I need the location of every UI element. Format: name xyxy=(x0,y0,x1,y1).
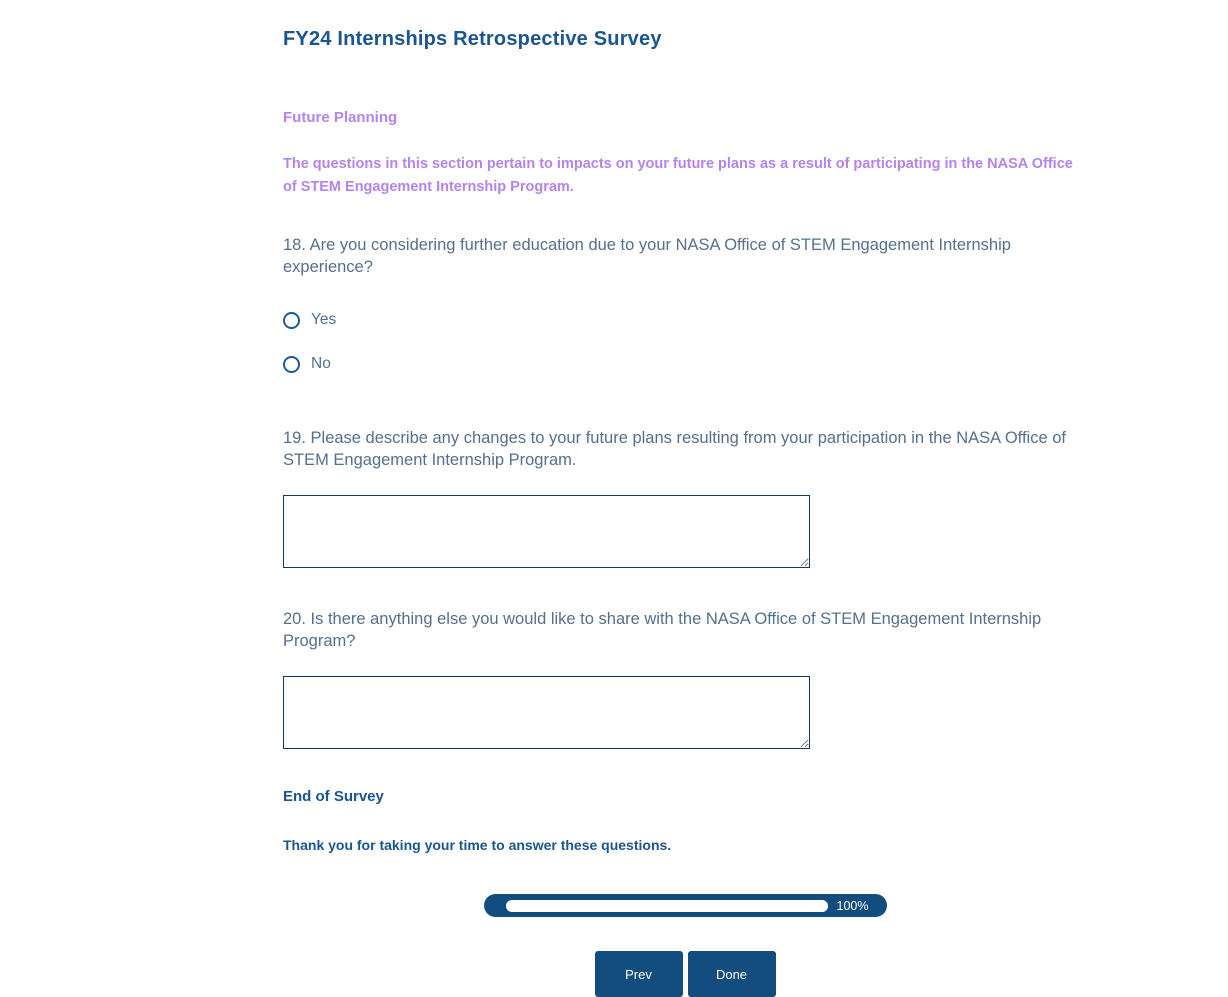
progress-fill xyxy=(506,900,828,912)
question-20-label: 20. Is there anything else you would like to share with the NASA Office of STEM Engagement Internship Program? xyxy=(283,610,1042,650)
radio-option-label: No xyxy=(311,355,331,372)
prev-button[interactable]: Prev xyxy=(595,951,683,997)
radio-button-icon[interactable] xyxy=(283,312,300,329)
thank-you-message: Thank you for taking your time to answer these questions. xyxy=(283,837,672,853)
progress-percent-label: 100% xyxy=(836,898,869,913)
question-18-options xyxy=(283,310,1087,374)
question-20-answer-textarea[interactable] xyxy=(283,676,810,749)
progress-track xyxy=(506,900,828,912)
done-button[interactable]: Done xyxy=(688,951,776,997)
progress-bar xyxy=(484,894,887,917)
section-description: The questions in this section pertain to impacts on your future plans as a result of participating in the NASA Office of STEM Engagement Internship Program. xyxy=(283,156,1073,195)
page-title: FY24 Internships Retrospective Survey xyxy=(283,28,662,50)
radio-option-no[interactable] xyxy=(283,354,331,374)
radio-option-yes[interactable] xyxy=(283,310,336,330)
radio-option-label: Yes xyxy=(311,311,337,328)
section-title: Future Planning xyxy=(283,109,398,126)
survey-navigation xyxy=(283,951,1087,997)
question-18-label: 18. Are you considering further education due to your NASA Office of STEM Engagement Internship experience? xyxy=(283,236,1011,276)
question-19-label: 19. Please describe any changes to your future plans resulting from your participation in the NASA Office of STEM Engagement Internship Program. xyxy=(283,429,1066,469)
survey-page xyxy=(283,0,1087,997)
radio-button-icon[interactable] xyxy=(283,356,300,373)
end-of-survey-heading: End of Survey xyxy=(283,788,384,805)
question-19-answer-textarea[interactable] xyxy=(283,495,810,568)
